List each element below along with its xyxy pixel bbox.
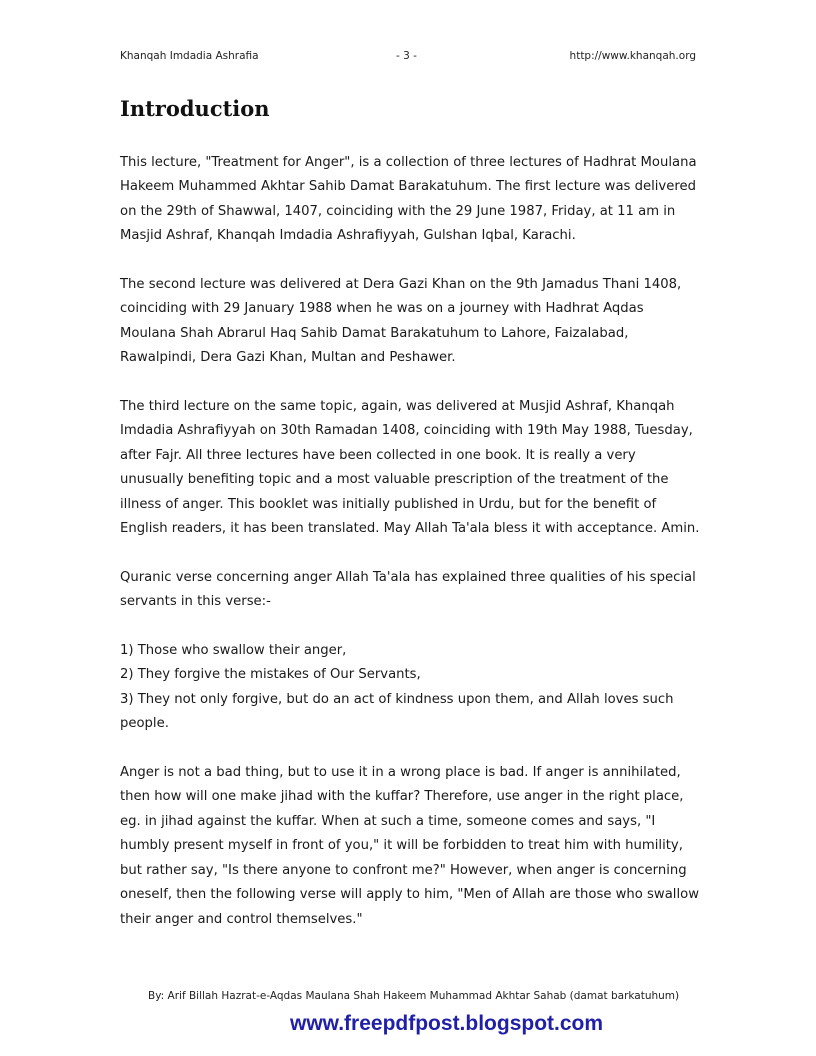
document-body bbox=[120, 151, 702, 956]
paragraph-third-lecture: The third lecture on the same topic, again, was delivered at Musjid Ashraf, Khanqah Imdadia Ashrafiyyah on 30th Ramadan 1408, coinciding with 19th May 1988, Tuesday, after Fajr. All three lectures have been collected in one book. It is really a very unusually benefiting topic and a most valuable prescription of the treatment of the illness of anger. This booklet was initially published in Urdu, but for the benefit of English readers, it has been translated. May Allah Ta'ala bless it with acceptance. Amin. bbox=[120, 399, 700, 537]
header-site-name: Khanqah Imdadia Ashrafia bbox=[120, 50, 259, 62]
header-page-number: - 3 - bbox=[396, 50, 417, 62]
paragraph-first-lecture: This lecture, "Treatment for Anger", is a collection of three lectures of Hadhrat Moulana Hakeem Muhammed Akhtar Sahib Damat Barakatuhum. The first lecture was delivered on the 29th of Shawwal, 1407, coinciding with the 29 June 1987, Friday, at 11 am in Masjid Ashraf, Khanqah Imdadia Ashrafiyyah, Gulshan Iqbal, Karachi. bbox=[120, 155, 697, 244]
list-item: 3) They not only forgive, but do an act of kindness upon them, and Allah loves such people. bbox=[120, 691, 674, 732]
list-item: 2) They forgive the mistakes of Our Servants, bbox=[120, 667, 421, 683]
paragraph-quranic-verse: Quranic verse concerning anger Allah Ta'ala has explained three qualities of his special servants in this verse:- bbox=[120, 569, 696, 610]
paragraph-second-lecture: The second lecture was delivered at Dera Gazi Khan on the 9th Jamadus Thani 1408, coinciding with 29 January 1988 when he was on a journey with Hadhrat Aqdas Moulana Shah Abrarul Haq Sahib Damat Barakatuhum to Lahore, Faizalabad, Rawalpindi, Dera Gazi Khan, Multan and Peshawer. bbox=[120, 277, 682, 366]
paragraph-anger: Anger is not a bad thing, but to use it in a wrong place is bad. If anger is annihilated, then how will one make jihad with the kuffar? Therefore, use anger in the right place, eg. in jihad against the kuffar. When at such a time, someone comes and says, "I humbly present myself in front of you," it will be forbidden to treat him with humility, but rather say, "Is there anyone to confront me?" However, when anger is concerning oneself, then the following verse will apply to him, "Men of Allah are those who swallow their anger and control themselves." bbox=[120, 765, 699, 927]
page-title: Introduction bbox=[120, 96, 270, 121]
watermark-link[interactable]: www.freepdfpost.blogspot.com bbox=[290, 1012, 604, 1035]
page-header bbox=[120, 48, 696, 64]
list-item: 1) Those who swallow their anger, bbox=[120, 643, 347, 659]
page-footer-byline: By: Arif Billah Hazrat-e-Aqdas Maulana Shah Hakeem Muhammad Akhtar Sahab (damat barkatuhum) bbox=[148, 990, 680, 1002]
qualities-list bbox=[120, 639, 702, 737]
header-url[interactable]: http://www.khanqah.org bbox=[569, 50, 696, 62]
